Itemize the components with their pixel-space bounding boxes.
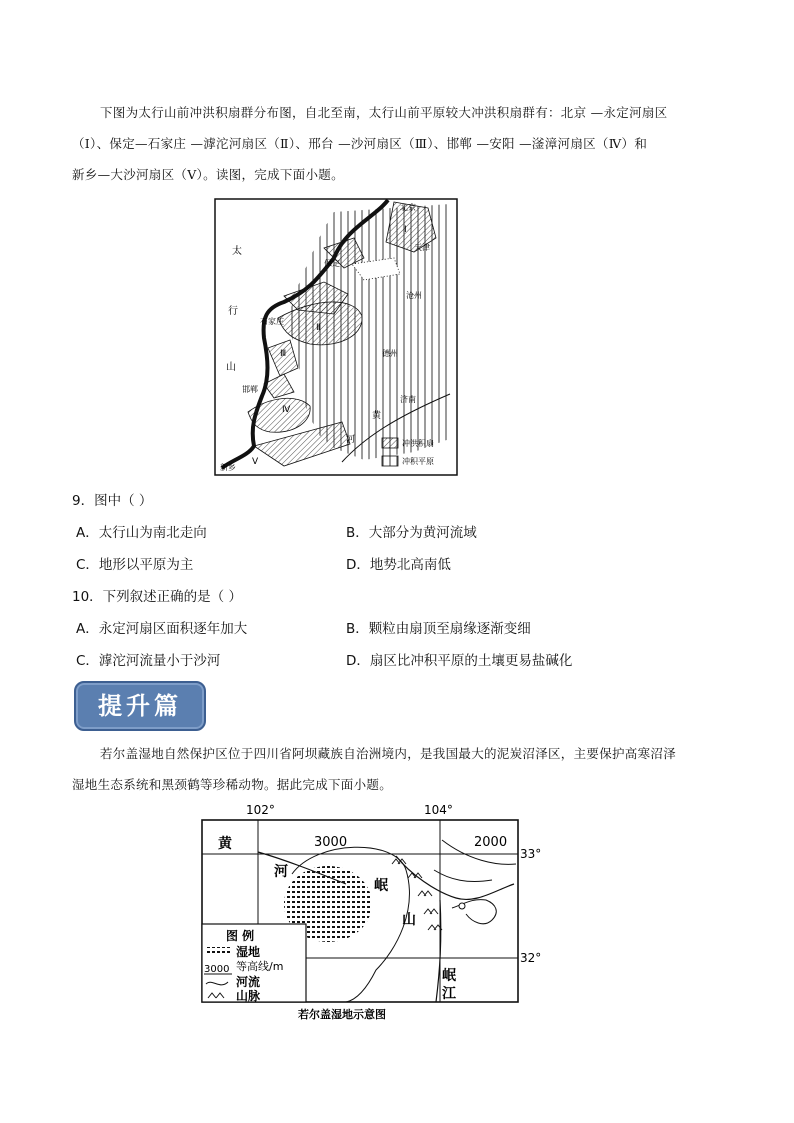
- alluvial-fan-map-svg: [214, 198, 458, 476]
- question-10-stem: 10．下列叙述正确的是（ ）: [72, 589, 242, 605]
- zone-label: Ⅰ: [404, 225, 407, 235]
- mountain-label: 山: [402, 912, 416, 928]
- legend-plain: 冲积平原: [402, 457, 434, 466]
- zone-label: Ⅴ: [252, 457, 259, 467]
- latitude-label: 32°: [520, 951, 542, 965]
- map-caption: 若尔盖湿地示意图: [298, 1008, 386, 1021]
- zoige-wetland-map: [196, 800, 556, 1026]
- legend-river: 河流: [236, 975, 261, 989]
- option-9c[interactable]: C．地形以平原为主: [76, 557, 194, 573]
- mountain-label: 山: [226, 362, 236, 373]
- city-label: 石家庄: [260, 317, 284, 326]
- city-label: 保定: [324, 259, 340, 268]
- mountain-label: 行: [228, 306, 238, 317]
- city-label: 济南: [400, 395, 416, 404]
- option-9b[interactable]: B．大部分为黄河流域: [346, 525, 477, 541]
- legend-title: 图 例: [226, 929, 255, 943]
- contour-value: 2000: [474, 835, 508, 850]
- option-9d[interactable]: D．地势北高南低: [346, 557, 451, 573]
- river-label: 黄: [218, 836, 232, 852]
- zone-label: Ⅱ: [316, 323, 321, 333]
- river-label: 河: [274, 864, 288, 880]
- option-10d[interactable]: D．扇区比冲积平原的土壤更易盐碱化: [346, 653, 573, 669]
- intro-paragraph-1: [72, 97, 722, 190]
- city-label: 天津: [414, 243, 430, 252]
- intro-paragraph-2: [72, 738, 722, 800]
- mountain-label: 太: [232, 246, 242, 257]
- city-label: 德州: [382, 349, 398, 358]
- intro-line: 下图为太行山前冲洪积扇群分布图，自北至南，太行山前平原较大冲洪积扇群有：北京 —永定河扇区: [100, 105, 668, 120]
- river-label-minjiang: 岷: [442, 968, 456, 984]
- river-label: 黄: [372, 411, 382, 421]
- question-9-stem: 9．图中（ ）: [72, 493, 153, 509]
- legend-wetland: 湿地: [236, 945, 261, 959]
- option-10a[interactable]: A．永定河扇区面积逐年加大: [76, 621, 248, 637]
- legend-fan: 冲洪积扇: [402, 439, 434, 448]
- section-title: 提升篇: [98, 692, 182, 720]
- section-banner: [74, 681, 206, 731]
- contour-value: 3000: [314, 835, 348, 850]
- zone-label: Ⅳ: [282, 405, 291, 415]
- city-label: 新乡: [220, 463, 236, 472]
- option-10b[interactable]: B．颗粒由扇顶至扇缘逐渐变细: [346, 621, 531, 637]
- legend-mountain: 山脉: [236, 989, 261, 1003]
- zone-label: Ⅲ: [280, 349, 287, 359]
- city-label: 北京: [400, 203, 416, 212]
- intro-line: 湿地生态系统和黑颈鹤等珍稀动物。据此完成下面小题。: [72, 777, 393, 792]
- latitude-label: 33°: [520, 847, 542, 861]
- intro-line: （Ⅰ）、保定—石家庄 —滹沱河扇区（Ⅱ）、邢台 —沙河扇区（Ⅲ）、邯郸 —安阳 —滏漳河扇区（Ⅳ）和: [72, 136, 648, 151]
- intro-line: 若尔盖湿地自然保护区位于四川省阿坝藏族自治洲境内，是我国最大的泥炭沼泽区，主要保护高寒沼泽: [100, 746, 677, 761]
- legend-contour: 等高线/m: [236, 960, 284, 973]
- river-label: 河: [346, 435, 356, 445]
- city-label: 沧州: [406, 291, 422, 300]
- longitude-label: 102°: [246, 803, 275, 817]
- option-10c[interactable]: C．滹沱河流量小于沙河: [76, 653, 221, 669]
- alluvial-fan-map: [214, 198, 458, 476]
- option-9a[interactable]: A．太行山为南北走向: [76, 525, 207, 541]
- longitude-label: 104°: [424, 803, 453, 817]
- zoige-wetland-map-svg: [196, 800, 556, 1026]
- river-label-minjiang: 江: [442, 986, 456, 1002]
- intro-line: 新乡—大沙河扇区（Ⅴ）。读图，完成下面小题。: [72, 167, 344, 182]
- mountain-label: 岷: [374, 878, 388, 894]
- city-label: 邯郸: [242, 385, 258, 394]
- legend-contour-value: 3000: [204, 964, 230, 975]
